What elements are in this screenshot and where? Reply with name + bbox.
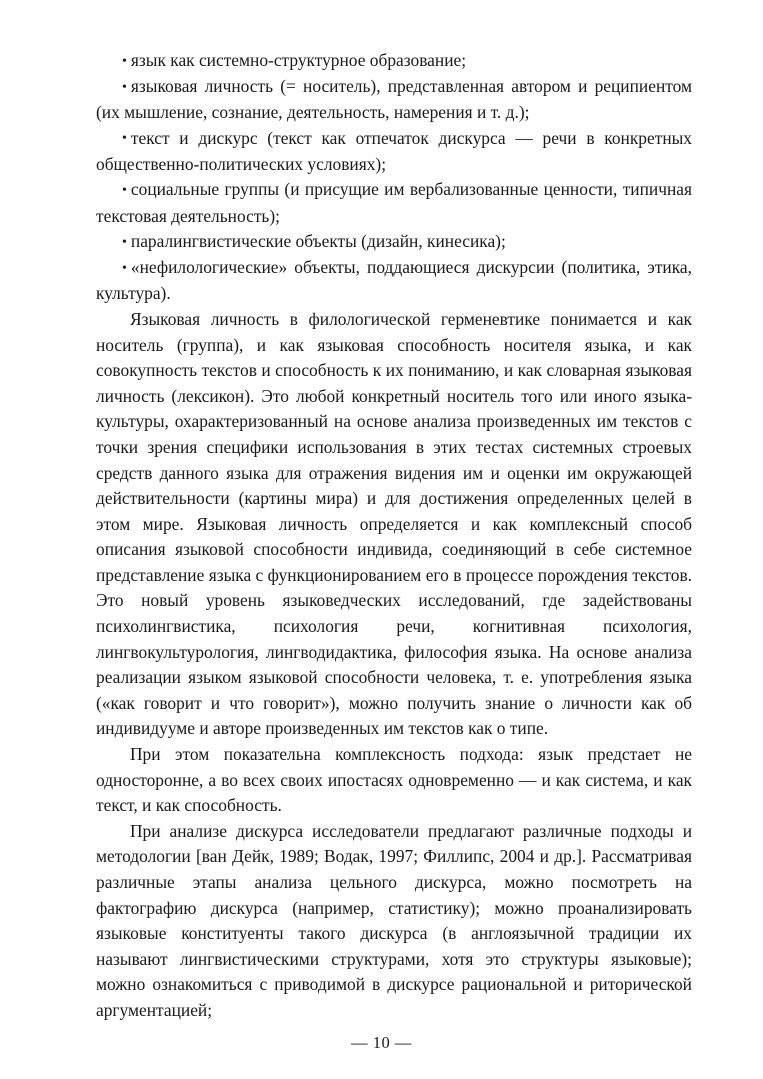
list-item (96, 177, 692, 229)
bullet-icon: • (122, 182, 127, 198)
list-item-text: язык как системно-структурное образование; (130, 50, 467, 70)
list-item (96, 126, 692, 178)
list-item (96, 74, 692, 126)
page-body (96, 48, 692, 1024)
body-paragraph: Языковая личность в филологической герменевтике понимается и как носитель (группа), и как языковая способность носителя языка, и как совокупность текстов и способность к их пониманию, и как словарная языковая личность (лексикон). Это любой конкретный носитель того или иного языка-культуры, охарактеризованный на основе анализа произведенных им текстов с точки зрения специфики использования в этих тестах системных строевых средств данного языка для отражения видения им и оценки им окружающей действительности (картины мира) и для достижения определенных целей в этом мире. Языковая личность определяется и как комплексный способ описания языковой способности индивида, соединяющий в себе системное представление языка с функционированием его в процессе порождения текстов. Это новый уровень языковедческих исследований, где задействованы психолингвистика, психология речи, когнитивная психология, лингвокультурология, лингводидактика, философия языка. На основе анализа реализации языком языковой способности человека, т. е. употребления языка («как говорит и что говорит»), можно получить знание о личности как об индивидууме и авторе произведенных им текстов как о типе. (96, 308, 692, 739)
body-paragraph: При этом показательна комплексность подхода: язык предстает не односторонне, а во всех своих ипостасях одновременно — и как система, и как текст, и как способность. (96, 744, 692, 816)
bullet-icon: • (122, 234, 127, 250)
list-item-text: социальные группы (и присущие им вербализованные ценности, типичная текстовая деятельность); (96, 179, 692, 226)
list-item (96, 255, 692, 307)
bullet-icon: • (122, 53, 127, 69)
bullet-icon: • (122, 79, 127, 95)
list-item-text: текст и дискурс (текст как отпечаток дискурса — речи в конкретных общественно-политических условиях); (96, 127, 692, 174)
bullet-icon: • (122, 131, 127, 147)
list-item (96, 229, 692, 255)
list-item-text: «нефилологические» объекты, поддающиеся дискурсии (политика, этика, культура). (96, 257, 692, 304)
bullet-icon: • (122, 260, 127, 276)
page-number: — 10 — (351, 1033, 412, 1052)
list-item-text: языковая личность (= носитель), представленная автором и реципиентом (их мышление, сознание, деятельность, намерения и т. д.); (96, 76, 692, 123)
body-paragraph: При анализе дискурса исследователи предлагают различные подходы и методологии [ван Дейк, 1989; Водак, 1997; Филлипс, 2004 и др.]. Рассматривая различные этапы анализа цельного дискурса, можно посмотреть на фактографию дискурса (например, статистику); можно проанализировать языковые конституенты такого дискурса (в англоязычной традиции их называют лингвистическими структурами, хотя это структуры языковые); можно ознакомиться с приводимой в дискурсе рациональной и риторической аргументацией; (96, 820, 692, 1020)
list-item-text: паралингвистические объекты (дизайн, кинесика); (130, 231, 506, 252)
bullet-list (96, 48, 692, 307)
list-item (96, 48, 692, 74)
